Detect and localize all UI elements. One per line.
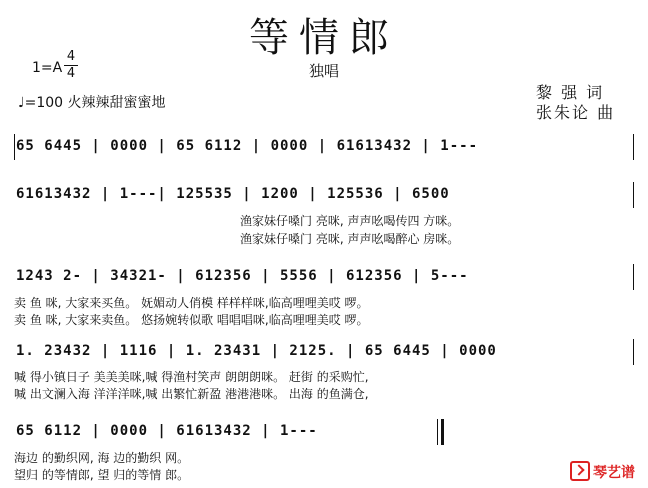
system3-lyrics-verse2: 卖 鱼 咪, 大家来卖鱼。 悠扬婉转似歌 唱唱唱咪,临高哩哩美哎 啰。	[14, 313, 369, 327]
meter-top: 4	[66, 49, 76, 64]
system2-lyrics-verse2: 渔家妹仔嗓门 亮咪, 声声吆喝醉心 房咪。	[240, 232, 460, 246]
composer-credit: 张朱论 曲	[536, 103, 616, 122]
system4-lyrics-verse2: 喊 出文澜入海 洋洋洋咪,喊 出繁忙新盈 港港港咪。 出海 的鱼满仓,	[14, 387, 369, 401]
system5-lyrics-verse2: 望归 的等情郎, 望 归的等情 郎。	[14, 468, 190, 482]
system2-end-barline	[633, 182, 634, 208]
system5-lyrics-verse1: 海边 的勤织网, 海 边的勤织 网。	[14, 451, 190, 465]
performance-type: 独唱	[308, 62, 339, 80]
final-thick-barline	[441, 419, 444, 445]
meter-bottom: 4	[66, 66, 76, 81]
song-title: 等情郎	[249, 15, 399, 61]
key-signature: 1=A	[32, 60, 63, 76]
lyricist-credit: 黎 强 词	[536, 83, 605, 102]
system1-start-barline	[14, 134, 15, 160]
system4-lyrics-verse1: 喊 得小镇日子 美美美咪,喊 得渔村笑声 朗朗朗咪。 赶街 的采购忙,	[14, 370, 369, 384]
system1-end-barline	[633, 134, 634, 160]
system3-notes: 1243 2- | 34321- | 612356 | 5556 | 612356 | 5---	[16, 268, 469, 284]
time-signature	[64, 50, 78, 81]
system1-notes: 65 6445 | 0000 | 65 6112 | 0000 | 61613432 | 1---	[16, 138, 479, 154]
logo-text: 琴艺谱	[593, 465, 635, 481]
system2-lyrics-verse1: 渔家妹仔嗓门 亮咪, 声声吆喝传四 方咪。	[240, 214, 460, 228]
system3-lyrics-verse1: 卖 鱼 咪, 大家来买鱼。 妩媚动人俏模 样样样咪,临高哩哩美哎 啰。	[14, 296, 369, 310]
system3-end-barline	[633, 264, 634, 290]
system4-notes: 1. 23432 | 1116 | 1. 23431 | 2125. | 65 6445 | 0000	[16, 343, 497, 359]
site-logo	[570, 461, 635, 482]
system4-end-barline	[633, 339, 634, 365]
final-thin-barline	[437, 419, 438, 445]
system2-notes: 61613432 | 1---| 125535 | 1200 | 125536 | 6500	[16, 186, 450, 202]
system5-notes: 65 6112 | 0000 | 61613432 | 1---	[16, 423, 318, 439]
logo-icon	[570, 461, 590, 481]
tempo-marking: ♩=100 火辣辣甜蜜蜜地	[18, 95, 166, 111]
